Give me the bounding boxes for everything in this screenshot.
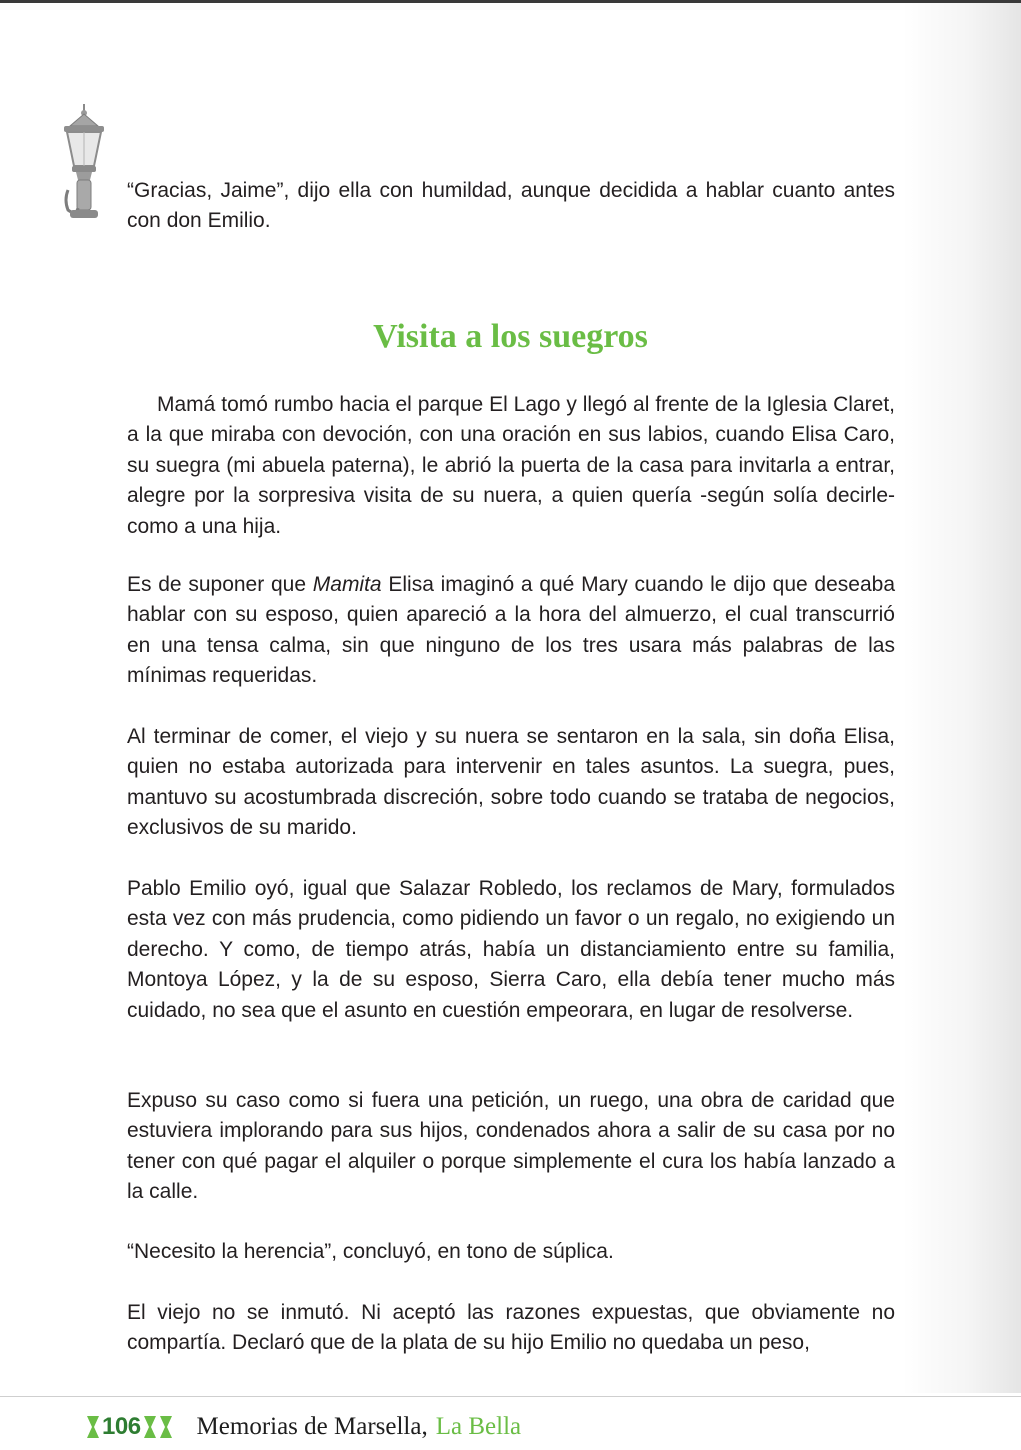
- top-border: [0, 0, 1021, 3]
- page-footer: [86, 1409, 521, 1445]
- paragraph-text-end: Elisa imaginó a qué Mary cuando le dijo que deseaba hablar con su esposo, quien apareció a la hora del almuerzo, el cual transcurrió en una tensa calma, sin que ninguno de los tres usara más palabras de las mínimas requeridas.: [127, 573, 896, 688]
- intro-paragraph: [127, 176, 895, 237]
- page-ornament-icon: [159, 1415, 173, 1439]
- paragraph-text: “Necesito la herencia”, concluyó, en tono de súplica.: [127, 1240, 614, 1263]
- paragraph-7: [127, 1298, 895, 1359]
- chapter-title: Visita a los suegros: [373, 318, 648, 355]
- paragraph-2: [127, 570, 895, 692]
- paragraph-text-italic: Mamita: [312, 573, 382, 596]
- paragraph-text-start: Es de suponer que: [127, 573, 313, 596]
- page-number: 106: [102, 1413, 141, 1440]
- paragraph-text: El viejo no se inmutó. Ni aceptó las razones expuestas, que obviamente no compartía. Declaró que de la plata de su hijo Emilio no quedaba un peso,: [127, 1301, 895, 1355]
- book-subtitle: La Bella: [435, 1413, 522, 1440]
- footer-divider: [0, 1396, 1021, 1397]
- paragraph-4: [127, 874, 895, 1026]
- paragraph-3: [127, 722, 895, 844]
- page-ornament-icon: [143, 1415, 157, 1439]
- intro-text: “Gracias, Jaime”, dijo ella con humildad, aunque decidida a hablar cuanto antes con don Emilio.: [127, 179, 895, 233]
- street-lamp-icon: [56, 104, 110, 220]
- paragraph-1: [127, 390, 895, 542]
- page-ornament-icon: [86, 1415, 100, 1439]
- paragraph-6: [127, 1237, 895, 1267]
- paragraph-5: [127, 1086, 895, 1208]
- book-title: Memorias de Marsella,: [196, 1413, 428, 1440]
- paragraph-text: Expuso su caso como si fuera una petición, un ruego, una obra de caridad que estuviera implorando para sus hijos, condenados ahora a salir de su casa por no tener con qué pagar el alquiler o porque simplemente el cura los había lanzado a la calle.: [127, 1089, 895, 1204]
- paragraph-text: Pablo Emilio oyó, igual que Salazar Robledo, los reclamos de Mary, formulados esta vez con más prudencia, como pidiendo un favor o un regalo, no exigiendo un derecho. Y como, de tiempo atrás, había un distanciamiento entre su familia, Montoya López, y la de su esposo, Sierra Caro, ella debía tener mucho más cuidado, no sea que el asunto en cuestión empeorara, en lugar de resolverse.: [127, 877, 895, 1022]
- paragraph-text: Mamá tomó rumbo hacia el parque El Lago y llegó al frente de la Iglesia Claret, a la que miraba con devoción, con una oración en sus labios, cuando Elisa Caro, su suegra (mi abuela paterna), le abrió la puerta de la casa para invitarla a entrar, alegre por la sorpresiva visita de su nuera, a quien quería -según solía decirle- como a una hija.: [127, 393, 895, 538]
- page-edge-shadow: [901, 3, 1021, 1393]
- paragraph-text: [127, 570, 895, 692]
- paragraph-text: Al terminar de comer, el viejo y su nuera se sentaron en la sala, sin doña Elisa, quien no estaba autorizada para intervenir en tales asuntos. La suegra, pues, mantuvo su acostumbrada discreción, sobre todo cuando se trataba de negocios, exclusivos de su marido.: [127, 725, 895, 840]
